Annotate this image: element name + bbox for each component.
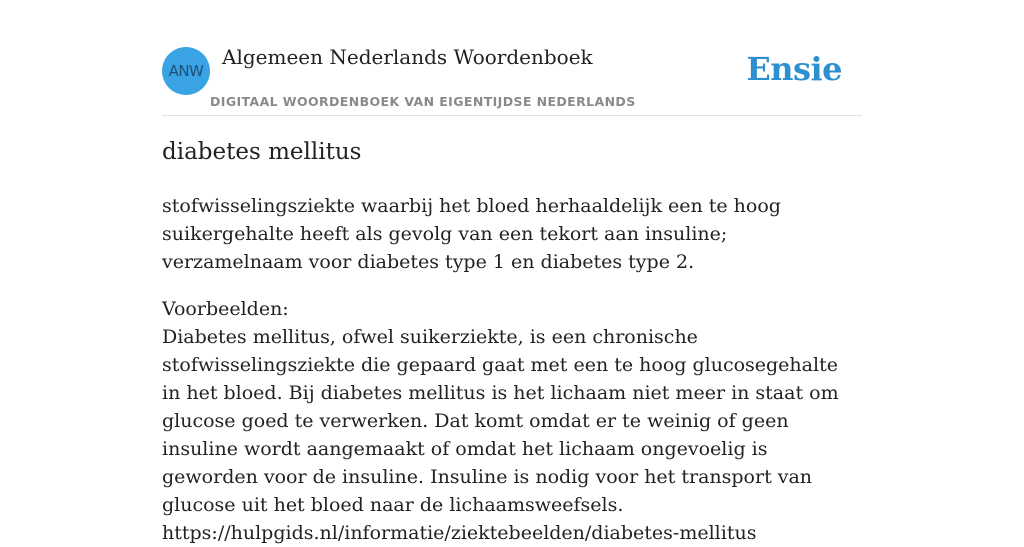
page (162, 0, 862, 544)
site-title[interactable]: Algemeen Nederlands Woordenboek (222, 45, 593, 69)
examples-label: Voorbeelden: (162, 298, 289, 320)
site-subtitle: DIGITAAL WOORDENBOEK VAN EIGENTIJDSE NEDERLANDS (210, 94, 636, 109)
example-text: Diabetes mellitus, ofwel suikerziekte, is een chronische stofwisselingsziekte die gepaard gaat met een te hoog glucosegehalte in het bloed. Bij diabetes mellitus is het lichaam niet meer in staat om glucose goed te verwerken. Dat komt omdat er te weinig of geen insuline wordt aangemaakt of omdat het lichaam ongevoelig is geworden voor de insuline. Insuline is nodig voor het transport van glucose uit het bloed naar de lichaamsweefsels. (162, 326, 839, 516)
entry-definition: stofwisselingsziekte waarbij het bloed herhaaldelijk een te hoog suikergehalte heeft als gevolg van een tekort aan insuline; verzamelnaam voor diabetes type 1 en diabetes type 2. (162, 195, 781, 273)
ensie-brand-logo[interactable]: Ensie (746, 50, 842, 88)
anw-logo[interactable]: ANW (162, 47, 210, 95)
entry-title: diabetes mellitus (162, 139, 362, 165)
header-divider (162, 115, 862, 116)
examples-section (162, 295, 862, 547)
example-source-link[interactable]: https://hulpgids.nl/informatie/ziektebeelden/diabetes-mellitus (162, 522, 757, 544)
